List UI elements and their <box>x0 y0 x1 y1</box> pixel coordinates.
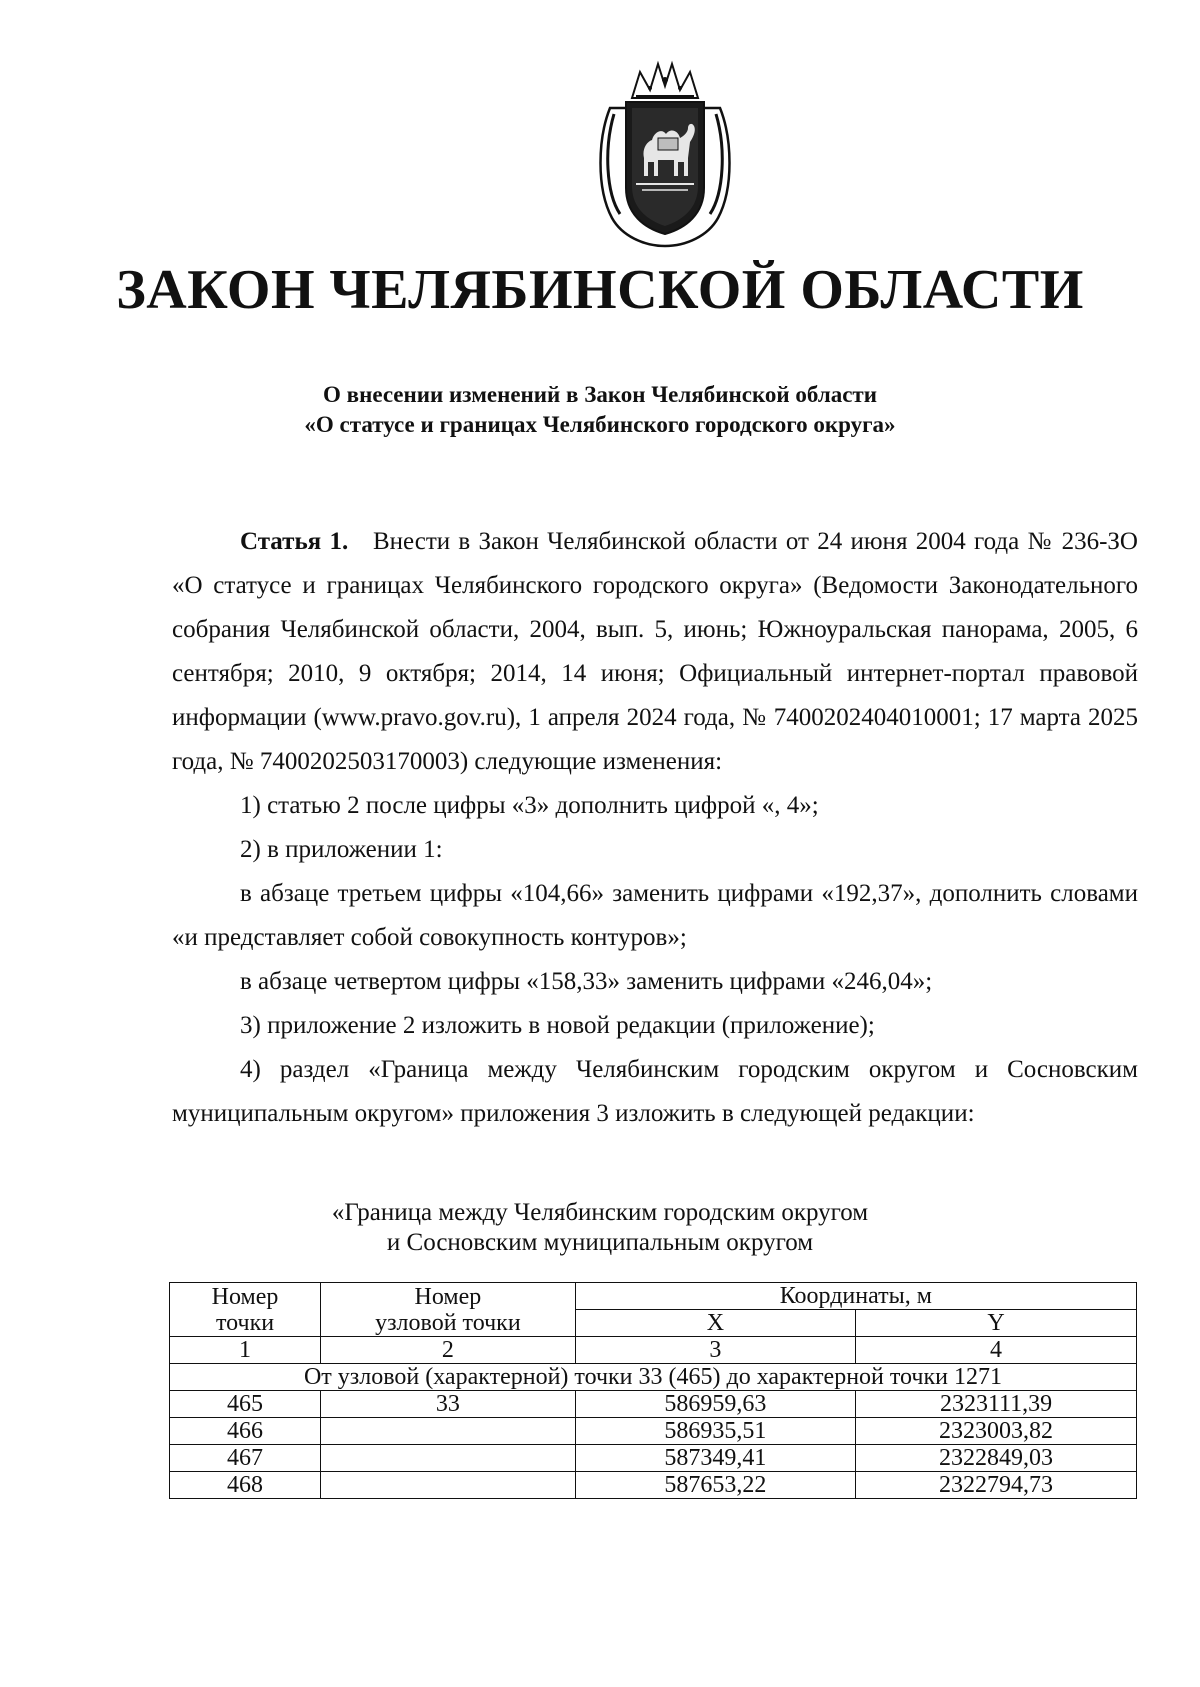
cell-node <box>321 1445 576 1472</box>
amendment-item-3: 3) приложение 2 изложить в новой редакции (приложение); <box>240 1012 875 1039</box>
coat-of-arms-icon <box>592 58 738 248</box>
amendment-item-2b: в абзаце четвертом цифры «158,33» заменить цифрами «246,04»; <box>240 968 933 995</box>
article-1-paragraph <box>172 520 1138 784</box>
column-number-1: 1 <box>170 1337 321 1364</box>
header-point-line-2: точки <box>215 1309 275 1336</box>
column-number-3: 3 <box>575 1337 855 1364</box>
header-node-number <box>321 1283 576 1337</box>
cell-y: 2322794,73 <box>856 1472 1137 1499</box>
header-node-line-1: Номер <box>414 1283 482 1310</box>
cell-y: 2323111,39 <box>856 1391 1137 1418</box>
amendment-item-2a: в абзаце третьем цифры «104,66» заменить цифрами «192,37», дополнить словами «и представляет собой совокупность контуров»; <box>172 880 1138 951</box>
cell-x: 587349,41 <box>575 1445 855 1472</box>
cell-x: 586959,63 <box>575 1391 855 1418</box>
cell-y: 2322849,03 <box>856 1445 1137 1472</box>
table-row <box>170 1445 1137 1472</box>
coordinates-table <box>169 1282 1137 1499</box>
column-number-4: 4 <box>856 1337 1137 1364</box>
header-x: X <box>575 1310 855 1337</box>
cell-point: 465 <box>170 1391 321 1418</box>
section-caption-line-2: и Сосновским муниципальным округом <box>386 1229 814 1256</box>
amendment-item-4: 4) раздел «Граница между Челябинским городским округом и Сосновским муниципальным округом» приложения 3 изложить в следующей редакции: <box>172 1056 1138 1127</box>
section-row-label: От узловой (характерной) точки 33 (465) до характерной точки 1271 <box>170 1364 1137 1391</box>
cell-point: 466 <box>170 1418 321 1445</box>
column-number-2: 2 <box>321 1337 576 1364</box>
law-body <box>172 520 1138 1136</box>
cell-node: 33 <box>321 1391 576 1418</box>
amendment-item-2: 2) в приложении 1: <box>240 836 443 863</box>
section-caption-line-1: «Граница между Челябинским городским округом <box>331 1199 869 1226</box>
article-text: Внести в Закон Челябинской области от 24 июня 2004 года № 236-ЗО «О статусе и границах Челябинского городского округа» (Ведомости Законодательного собрания Челябинской области, 2004, вып. 5, июнь; Южноуральская панорама, 2005, 6 сентября; 2010, 9 октября; 2014, 14 июня; Официальный интернет-портал правовой информации (www.pravo.gov.ru), 1 апреля 2024 года, № 7400202404010001; 17 марта 2025 года, № 7400202503170003) следующие изменения: <box>172 528 1138 775</box>
header-node-line-2: узловой точки <box>375 1309 521 1336</box>
cell-point: 467 <box>170 1445 321 1472</box>
law-subtitle <box>0 380 1200 440</box>
header-coordinates: Координаты, м <box>575 1283 1136 1310</box>
article-label: Статья 1. <box>240 528 349 555</box>
table-row <box>170 1418 1137 1445</box>
table-row <box>170 1391 1137 1418</box>
table-section-row <box>170 1364 1137 1391</box>
cell-x: 587653,22 <box>575 1472 855 1499</box>
table-column-numbers-row <box>170 1337 1137 1364</box>
cell-node <box>321 1472 576 1499</box>
subtitle-line-1: О внесении изменений в Закон Челябинской области <box>323 382 877 407</box>
table-row <box>170 1472 1137 1499</box>
header-y: Y <box>856 1310 1137 1337</box>
cell-y: 2323003,82 <box>856 1418 1137 1445</box>
section-caption <box>0 1198 1200 1258</box>
law-title: ЗАКОН ЧЕЛЯБИНСКОЙ ОБЛАСТИ <box>116 259 1084 321</box>
header-point-line-1: Номер <box>211 1283 279 1310</box>
cell-point: 468 <box>170 1472 321 1499</box>
cell-node <box>321 1418 576 1445</box>
amendment-item-1: 1) статью 2 после цифры «3» дополнить цифрой «, 4»; <box>240 792 819 819</box>
subtitle-line-2: «О статусе и границах Челябинского городского округа» <box>304 412 896 437</box>
cell-x: 586935,51 <box>575 1418 855 1445</box>
header-point-number <box>170 1283 321 1337</box>
table-header-row <box>170 1283 1137 1310</box>
